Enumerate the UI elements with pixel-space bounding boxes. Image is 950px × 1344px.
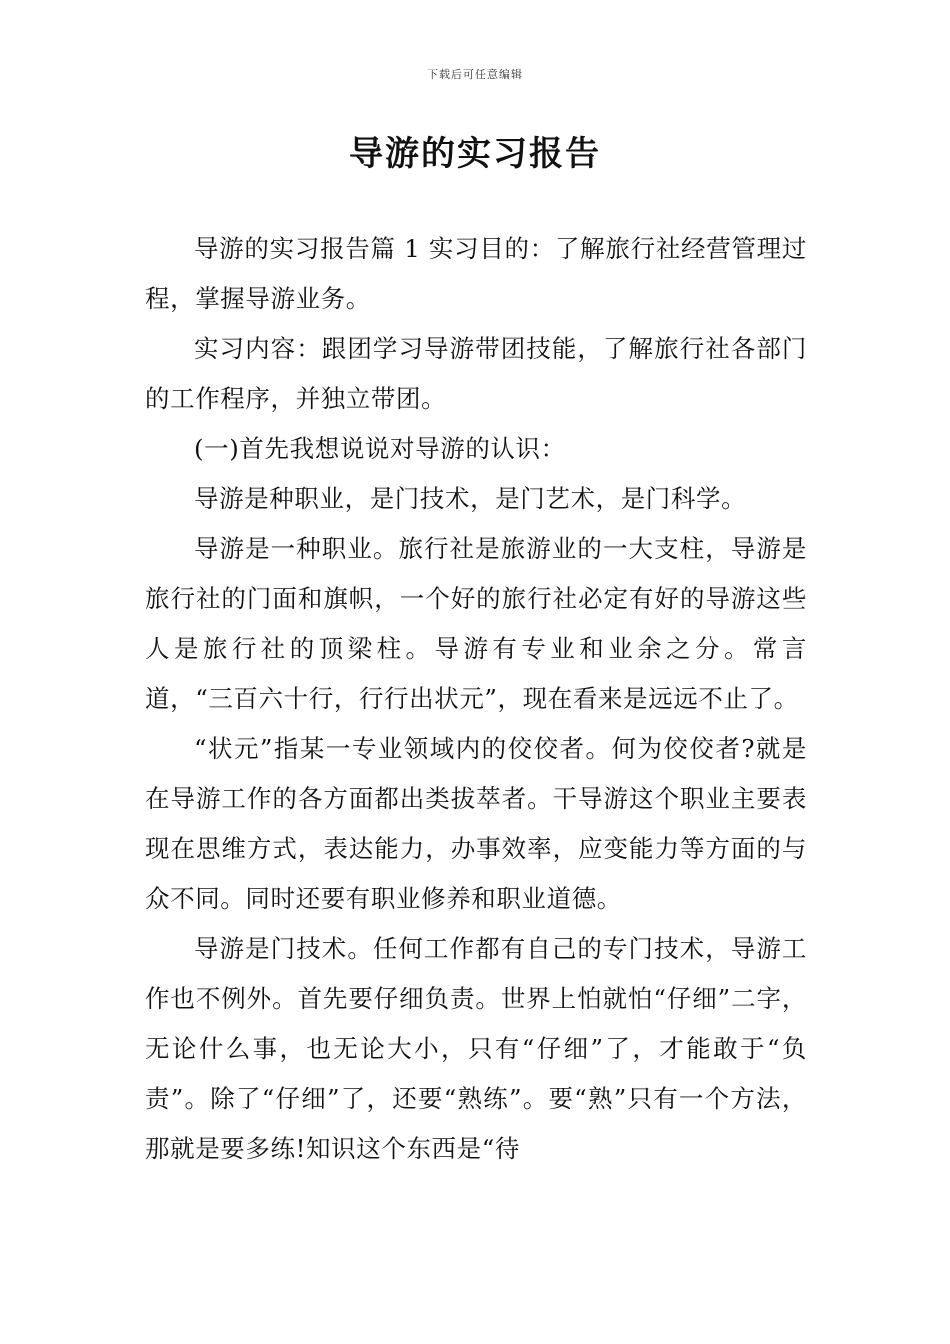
document-title: 导游的实习报告 xyxy=(349,134,601,174)
paragraph-4: 导游是种职业，是门技术，是门艺术，是门科学。 xyxy=(194,484,747,513)
paragraph-2: 实习内容：跟团学习导游带团技能，了解旅行社各部门的工作程序，并独立带团。 xyxy=(145,334,807,413)
paragraph-7: 导游是门技术。任何工作都有自己的专门技术，导游工作也不例外。首先要仔细负责。世界上怕就怕“仔细”二字，无论什么事，也无论大小，只有“仔细”了，才能敢于“负责”。除了“仔细”了，还要“熟练”。要“熟”只有一个方法，那就是要多练!知识这个东西是“待 xyxy=(145,934,807,1163)
document-body xyxy=(145,224,807,1174)
paragraph-6: “状元”指某一专业领域内的佼佼者。何为佼佼者?就是在导游工作的各方面都出类拔萃者。干导游这个职业主要表现在思维方式，表达能力，办事效率，应变能力等方面的与众不同。同时还要有职业修养和职业道德。 xyxy=(145,734,807,913)
paragraph-5: 导游是一种职业。旅行社是旅游业的一大支柱，导游是旅行社的门面和旗帜，一个好的旅行社必定有好的导游这些人是旅行社的顶梁柱。导游有专业和业余之分。常言道，“三百六十行，行行出状元”，现在看来是远远不止了。 xyxy=(145,534,807,713)
header-note: 下载后可任意编辑 xyxy=(427,68,523,81)
paragraph-3: (一)首先我想说说对导游的认识： xyxy=(194,434,566,463)
paragraph-1: 导游的实习报告篇 1 实习目的：了解旅行社经营管理过程，掌握导游业务。 xyxy=(145,234,807,313)
